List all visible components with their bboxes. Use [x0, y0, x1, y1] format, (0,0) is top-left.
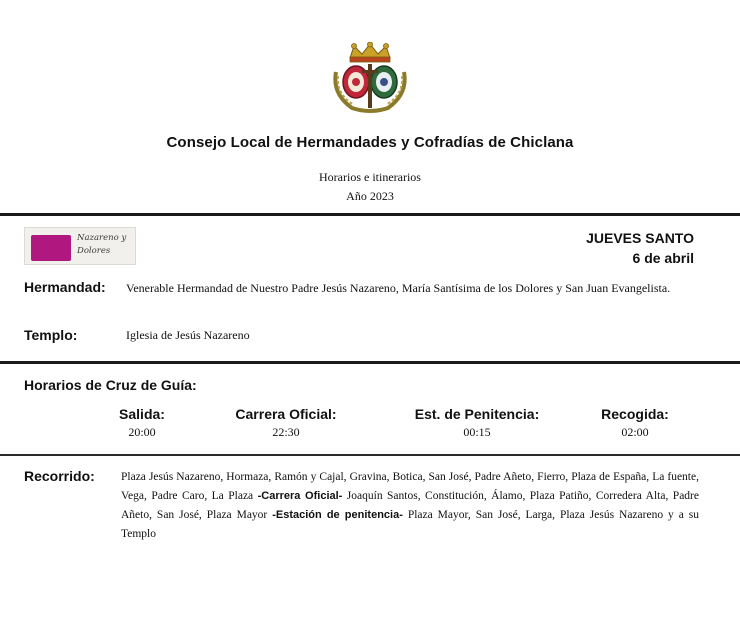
route-highlight-estacion-penitencia: -Estación de penitencia-	[272, 509, 403, 521]
day-name: JUEVES SANTO	[586, 230, 694, 246]
route-highlight-carrera-oficial: -Carrera Oficial-	[257, 490, 343, 502]
handwritten-line: Dolores	[77, 246, 111, 256]
horario-salida	[100, 405, 184, 441]
subtitle-year: Año 2023	[346, 189, 394, 203]
horario-time: 02:00	[621, 425, 649, 439]
route-segment: Joaquín Santos, Constitución, Álamo, Plaza Patiño, Corredera Alta, Padre Añeto, San José, Plaza Mayor	[121, 490, 699, 521]
document-title: Consejo Local de Hermandades y Cofradías de Chiclana	[166, 134, 574, 151]
color-swatch	[31, 235, 71, 261]
handwritten-note	[77, 232, 135, 258]
recorrido-text	[121, 468, 699, 544]
horario-label: Est. de Penitencia:	[414, 406, 540, 422]
horario-recogida	[588, 405, 682, 441]
horario-time: 22:30	[272, 425, 300, 439]
day-block	[586, 228, 694, 268]
horario-label: Carrera Oficial:	[235, 406, 337, 422]
crown-shield-icon	[328, 42, 412, 114]
day-date: 6 de abril	[632, 250, 694, 266]
hermandad-badge	[24, 227, 136, 265]
horarios-title: Horarios de Cruz de Guía:	[24, 377, 197, 393]
divider	[0, 361, 740, 364]
recorrido-label: Recorrido:	[24, 468, 95, 484]
templo-value: Iglesia de Jesús Nazareno	[126, 328, 250, 342]
route-segment: Plaza Jesús Nazareno, Hormaza, Ramón y Cajal, Gravina, Botica, San José, Padre Añeto, Fierro, Plaza de España, La fuente, Vega, Padre Caro, La Plaza	[121, 471, 699, 502]
horario-label: Recogida:	[601, 406, 669, 422]
horario-estacion-penitencia	[396, 405, 558, 441]
handwritten-line: Nazareno y	[77, 233, 127, 243]
subtitle-line: Horarios e itinerarios	[319, 170, 421, 184]
templo-label: Templo:	[24, 327, 78, 343]
document-subtitle	[0, 168, 740, 206]
hermandad-label: Hermandad:	[24, 279, 106, 295]
hermandad-value: Venerable Hermandad de Nuestro Padre Jesús Nazareno, María Santísima de los Dolores y San Juan Evangelista.	[126, 281, 671, 295]
horario-time: 00:15	[463, 425, 491, 439]
horario-time: 20:00	[128, 425, 156, 439]
divider	[0, 213, 740, 216]
route-segment: Plaza Mayor, San José, Larga, Plaza Jesús Nazareno y a su Templo	[121, 509, 699, 540]
divider	[0, 454, 740, 456]
coat-of-arms-emblem	[328, 42, 412, 114]
horario-label: Salida:	[119, 406, 165, 422]
horario-carrera-oficial	[216, 405, 356, 441]
